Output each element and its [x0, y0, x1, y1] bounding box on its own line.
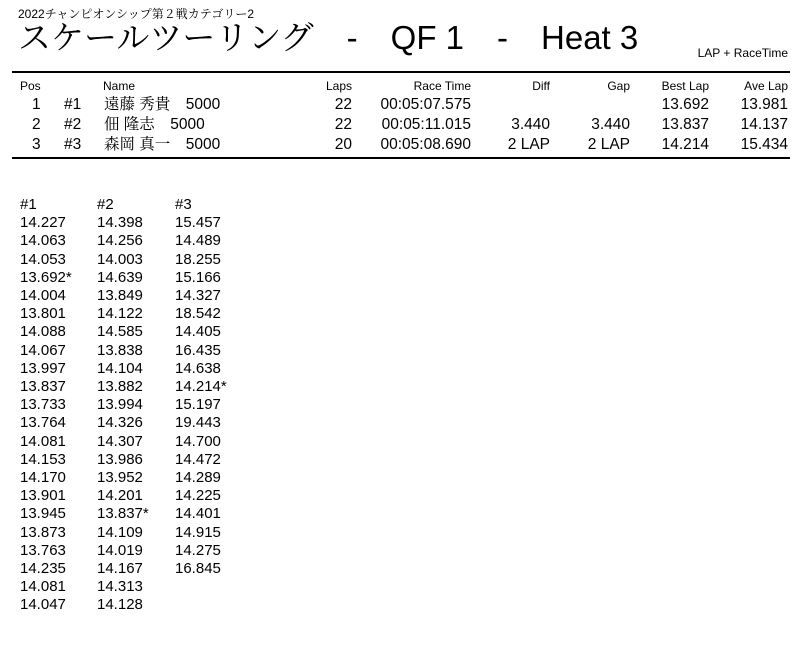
lap-column-1: [20, 196, 72, 615]
lap-time: 14.081: [20, 432, 66, 450]
lap-time: 13.997: [20, 359, 66, 377]
lap-time: 14.088: [20, 323, 66, 341]
lap-time: 13.849: [97, 287, 143, 305]
lap-time: 14.225: [175, 487, 221, 505]
diff: 2 LAP: [507, 136, 550, 153]
col-header-diff: Diff: [532, 79, 550, 93]
lap-time: 14.201: [97, 487, 143, 505]
lap-column-3: [175, 196, 227, 578]
race-time: 00:05:07.575: [380, 96, 471, 113]
best-lap: 13.837: [661, 116, 709, 133]
lap-time: 14.639: [97, 268, 143, 286]
lap-time: 15.166: [175, 268, 221, 286]
event-subtitle: 2022チャンピオンシップ第２戦カテゴリー2: [18, 7, 254, 21]
lap-time: 19.443: [175, 414, 221, 432]
lap-time: 13.838: [97, 341, 143, 359]
lap-time: 13.733: [20, 396, 66, 414]
car-number: #1: [64, 96, 82, 113]
lap-time: 14.700: [175, 432, 221, 450]
lap-time: 16.845: [175, 560, 221, 578]
lap-time: 14.214*: [175, 378, 227, 396]
lap-time: 14.053: [20, 250, 66, 268]
lap-time: 14.256: [97, 232, 143, 250]
ave-lap: 13.981: [740, 96, 788, 113]
lap-time: 14.081: [20, 578, 66, 596]
lap-time: 13.945: [20, 505, 66, 523]
lap-time: 14.167: [97, 560, 143, 578]
lap-time: 14.398: [97, 214, 143, 232]
driver-name: 森岡 真一 5000: [104, 136, 221, 153]
lap-time: 14.401: [175, 505, 221, 523]
col-header-race-time: Race Time: [413, 79, 471, 93]
col-header-gap: Gap: [607, 79, 630, 93]
lap-column-header: #2: [97, 196, 114, 213]
lap-time: 14.153: [20, 450, 66, 468]
ave-lap: 15.434: [740, 136, 788, 153]
lap-time: 14.004: [20, 287, 66, 305]
lap-time: 14.472: [175, 450, 221, 468]
lap-time: 13.763: [20, 541, 66, 559]
lap-time: 13.801: [20, 305, 66, 323]
ave-lap: 14.137: [740, 116, 788, 133]
lap-time: 16.435: [175, 341, 221, 359]
car-number: #3: [64, 136, 82, 153]
lap-time: 14.327: [175, 287, 221, 305]
race-time: 00:05:08.690: [380, 136, 471, 153]
pos: 2: [32, 116, 41, 133]
report-mode-label: LAP + RaceTime: [697, 46, 788, 60]
race-time: 00:05:11.015: [381, 116, 471, 133]
page-title: スケールツーリング - QF 1 - Heat 3: [18, 19, 639, 56]
lap-time: 14.326: [97, 414, 143, 432]
lap-time: 14.235: [20, 560, 66, 578]
lap-time: 18.542: [175, 305, 221, 323]
driver-name: 佃 隆志 5000: [104, 116, 205, 133]
lap-time: 14.289: [175, 469, 221, 487]
header-divider: [12, 71, 790, 73]
lap-time: 13.837*: [97, 505, 149, 523]
best-lap: 13.692: [661, 96, 709, 113]
lap-time: 14.104: [97, 359, 143, 377]
lap-time: 14.109: [97, 523, 143, 541]
col-header-best-lap: Best Lap: [661, 79, 709, 93]
lap-time: 13.764: [20, 414, 66, 432]
col-header-pos: Pos: [20, 79, 41, 93]
lap-time: 13.692*: [20, 268, 72, 286]
lap-time: 14.307: [97, 432, 143, 450]
lap-time: 13.994: [97, 396, 143, 414]
best-lap: 14.214: [661, 136, 709, 153]
lap-time: 14.170: [20, 469, 66, 487]
lap-column-2: [97, 196, 149, 615]
lap-time: 14.063: [20, 232, 66, 250]
results-divider: [12, 157, 790, 159]
lap-time: 13.952: [97, 469, 143, 487]
lap-time: 13.837: [20, 378, 66, 396]
gap: 3.440: [591, 116, 630, 133]
lap-time: 14.275: [175, 541, 221, 559]
col-header-name: Name: [103, 79, 136, 93]
lap-time: 13.986: [97, 450, 143, 468]
col-header-ave-lap: Ave Lap: [744, 79, 788, 93]
laps: 22: [334, 96, 352, 113]
lap-time: 14.405: [175, 323, 221, 341]
gap: 2 LAP: [587, 136, 630, 153]
lap-time: 13.873: [20, 523, 66, 541]
lap-time: 14.227: [20, 214, 66, 232]
lap-time: 14.638: [175, 359, 221, 377]
lap-time: 15.197: [175, 396, 221, 414]
laps: 22: [334, 116, 352, 133]
lap-column-header: #1: [20, 196, 37, 213]
lap-time: 13.882: [97, 378, 143, 396]
pos: 3: [32, 136, 41, 153]
lap-time: 14.019: [97, 541, 143, 559]
lap-time: 14.313: [97, 578, 143, 596]
pos: 1: [32, 96, 41, 113]
lap-time: 14.003: [97, 250, 143, 268]
lap-time: 15.457: [175, 214, 221, 232]
laps: 20: [334, 136, 352, 153]
lap-time: 14.489: [175, 232, 221, 250]
col-header-laps: Laps: [325, 79, 352, 93]
lap-time: 14.915: [175, 523, 221, 541]
car-number: #2: [64, 116, 82, 133]
lap-time: 14.067: [20, 341, 66, 359]
diff: 3.440: [511, 116, 550, 133]
lap-time: 14.128: [97, 596, 143, 614]
lap-time: 13.901: [20, 487, 66, 505]
lap-time: 14.122: [97, 305, 143, 323]
lap-time: 14.047: [20, 596, 66, 614]
lap-column-header: #3: [175, 196, 192, 213]
driver-name: 遠藤 秀貴 5000: [104, 96, 221, 113]
lap-time: 18.255: [175, 250, 221, 268]
lap-time: 14.585: [97, 323, 143, 341]
